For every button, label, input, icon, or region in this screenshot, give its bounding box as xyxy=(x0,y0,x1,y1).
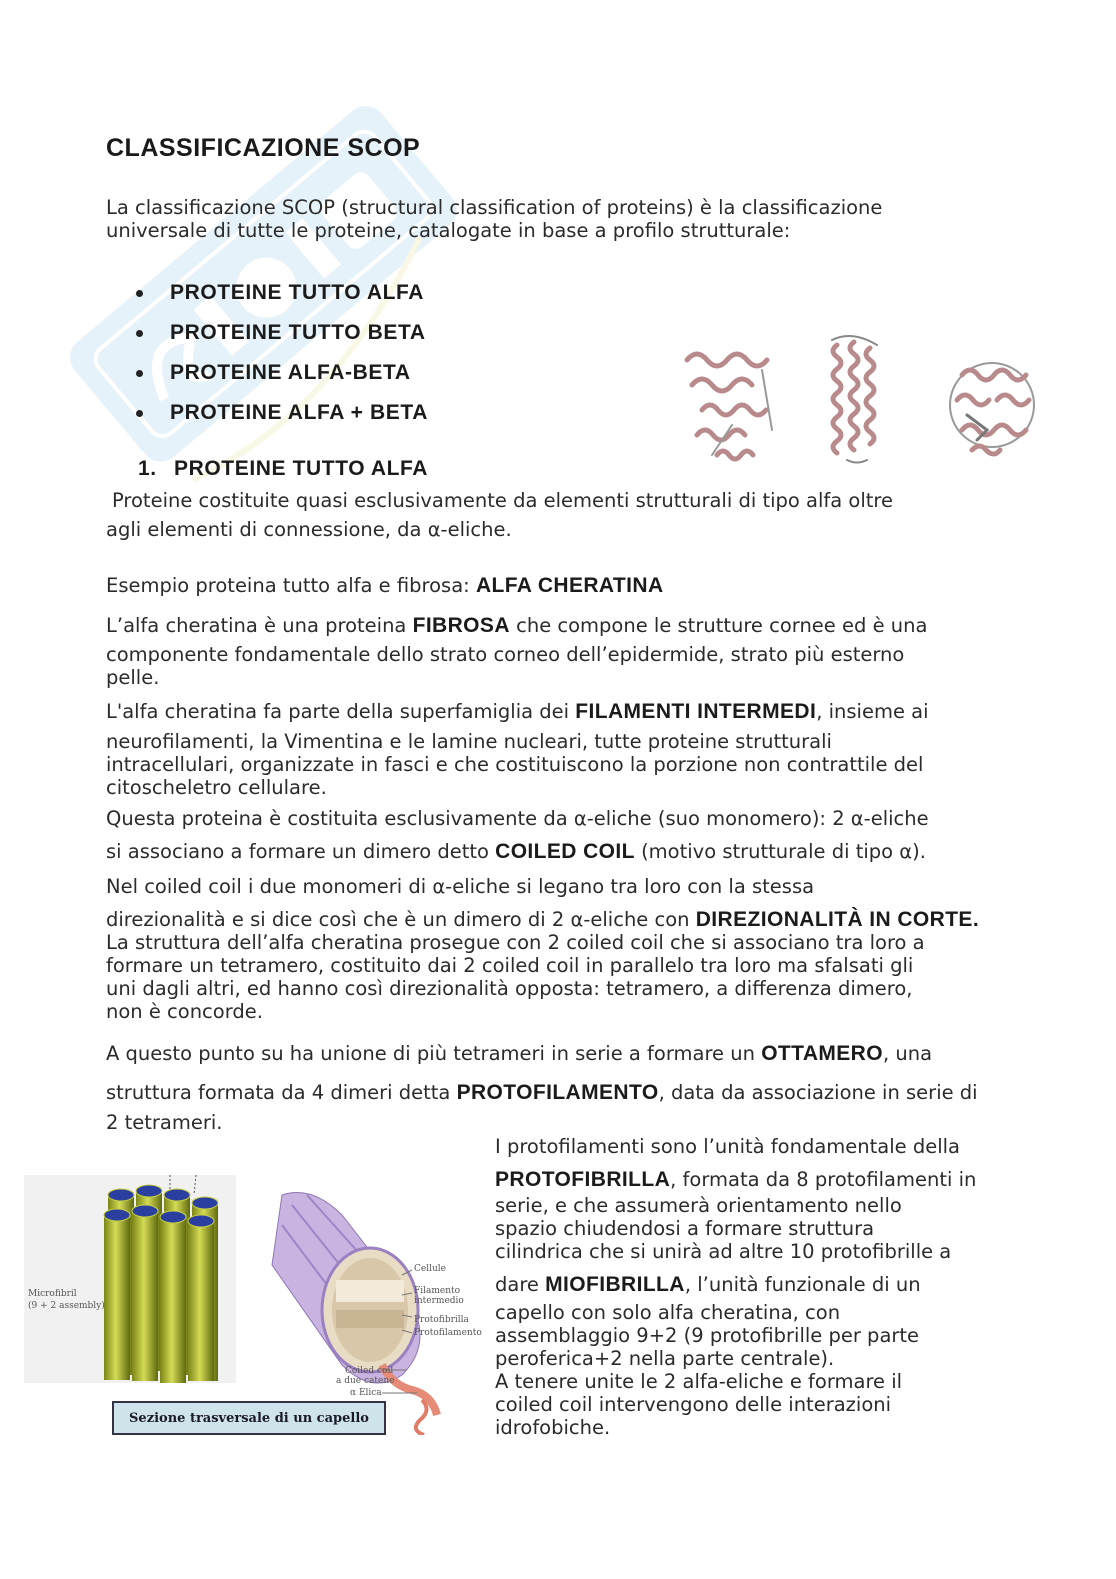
intro-paragraph xyxy=(106,196,882,242)
text-span: L'alfa cheratina fa parte della superfamiglia dei xyxy=(106,700,570,723)
example-name: ALFA CHERATINA xyxy=(475,574,664,597)
desc-line: Proteine costituite quasi esclusivamente da elementi strutturali di tipo alfa oltre xyxy=(112,489,893,512)
scop-class-list xyxy=(136,273,428,433)
globular-protein-icon xyxy=(950,363,1034,454)
all-alpha-protein-icon xyxy=(687,354,772,459)
paragraph-coiled-coil xyxy=(106,807,1026,863)
text-line: 2 tetrameri. xyxy=(106,1111,223,1134)
figure-label: a due catene xyxy=(336,1376,395,1386)
paragraph-protofibrilla xyxy=(495,1135,1055,1439)
example-prefix: Esempio proteina tutto alfa e fibrosa: xyxy=(106,574,470,597)
paragraph-direzionalita xyxy=(106,875,1026,1023)
text-line: uni dagli altri, ed hanno così direzionalità opposta: tetramero, a differenza dimero, xyxy=(106,977,913,1000)
list-item-label: PROTEINE TUTTO ALFA xyxy=(170,281,425,304)
intro-line: universale di tutte le proteine, catalogate in base a profilo strutturale: xyxy=(106,219,791,242)
protein-structures-image xyxy=(672,330,1052,470)
figure-label: Filamento xyxy=(414,1286,461,1296)
text-line: non è concorde. xyxy=(106,1000,263,1023)
all-alpha-bundle-icon xyxy=(832,336,877,463)
microfibril-figure xyxy=(24,1175,236,1383)
bullet-icon xyxy=(136,410,143,417)
keyword: PROTOFIBRILLA xyxy=(495,1168,671,1191)
paragraph-filamenti xyxy=(106,700,1026,799)
desc-line: agli elementi di connessione, da α-eliche. xyxy=(106,518,512,541)
bullet-icon xyxy=(136,290,143,297)
text-line: cilindrica che si unirà ad altre 10 protofibrille a xyxy=(495,1240,952,1263)
text-span: A questo punto su ha unione di più tetrameri in serie a formare un xyxy=(106,1042,755,1065)
text-line: pelle. xyxy=(106,666,160,689)
keyword: DIREZIONALITÀ IN CORTE. xyxy=(695,908,980,931)
text-span: dare xyxy=(495,1273,539,1296)
bullet-icon xyxy=(136,370,143,377)
text-line: formare un tetramero, costituito dai 2 coiled coil in parallelo tra loro ma sfalsati gli xyxy=(106,954,914,977)
text-line: componente fondamentale dello strato corneo dell’epidermide, strato più esterno xyxy=(106,643,905,666)
text-line: assemblaggio 9+2 (9 protofibrille per parte xyxy=(495,1324,920,1347)
text-line: La struttura dell’alfa cheratina prosegue con 2 coiled coil che si associano tra loro a xyxy=(106,931,925,954)
text-line: neurofilamenti, la Vimentina e le lamine nucleari, tutte proteine strutturali xyxy=(106,730,832,753)
text-span: L’alfa cheratina è una proteina xyxy=(106,614,407,637)
keyword: COILED COIL xyxy=(495,840,635,863)
figure-caption: Sezione trasversale di un capello xyxy=(112,1401,386,1435)
list-item xyxy=(136,273,428,313)
text-span: direzionalità e si dice così che è un dimero di 2 α-eliche con xyxy=(106,908,690,931)
figure-label: α Elica xyxy=(350,1388,382,1398)
list-item xyxy=(136,353,428,393)
text-line: I protofilamenti sono l’unità fondamentale della xyxy=(495,1135,961,1158)
text-line: capello con solo alfa cheratina, con xyxy=(495,1301,841,1324)
text-span: che compone le strutture cornee ed è una xyxy=(516,614,928,637)
bullet-icon xyxy=(136,330,143,337)
page-title: CLASSIFICAZIONE SCOP xyxy=(106,134,421,162)
text-span: si associano a formare un dimero detto xyxy=(106,840,489,863)
list-item-label: PROTEINE ALFA-BETA xyxy=(170,361,411,384)
text-line: Questa proteina è costituita esclusivamente da α-eliche (suo monomero): 2 α-eliche xyxy=(106,807,929,830)
figure-label: intermedio xyxy=(414,1296,464,1306)
list-item xyxy=(136,313,428,353)
text-span: , l’unità funzionale di un xyxy=(684,1273,921,1296)
section-number: 1. xyxy=(138,457,157,480)
text-span: , una xyxy=(882,1042,933,1065)
list-item xyxy=(136,393,428,433)
text-line: citoscheletro cellulare. xyxy=(106,776,327,799)
microfibril-cylinders-image xyxy=(24,1175,236,1383)
text-line: intracellulari, organizzate in fasci e che costituiscono la porzione non contrattile del xyxy=(106,753,924,776)
microfibril-label: (9 + 2 assembly) xyxy=(28,1301,105,1311)
text-span: (motivo strutturale di tipo α). xyxy=(641,840,926,863)
example-line xyxy=(106,574,664,597)
list-item-label: PROTEINE TUTTO BETA xyxy=(170,321,426,344)
figure-label: Coiled coil xyxy=(345,1366,394,1376)
figure-label: Protofilamento xyxy=(414,1328,482,1338)
keyword: OTTAMERO xyxy=(761,1042,883,1065)
text-line: serie, e che assumerà orientamento nello xyxy=(495,1194,902,1217)
text-line: A tenere unite le 2 alfa-eliche e formare il xyxy=(495,1370,903,1393)
figure-label: Protofibrilla xyxy=(414,1315,469,1325)
text-line: idrofobiche. xyxy=(495,1416,611,1439)
text-span: , formata da 8 protofilamenti in xyxy=(670,1168,977,1191)
list-item-label: PROTEINE ALFA + BETA xyxy=(170,401,428,424)
text-line: coiled coil intervengono delle interazioni xyxy=(495,1393,892,1416)
paragraph-ottamero xyxy=(106,1042,1026,1134)
figure-label: Cellule xyxy=(414,1264,446,1274)
text-line: Nel coiled coil i due monomeri di α-eliche si legano tra loro con la stessa xyxy=(106,875,815,898)
text-line: peroferica+2 nella parte centrale). xyxy=(495,1347,835,1370)
text-line: spazio chiudendosi a formare struttura xyxy=(495,1217,875,1240)
microfibril-label: Microfibril xyxy=(28,1289,77,1299)
paragraph-fibrosa xyxy=(106,614,1026,689)
keyword: FILAMENTI INTERMEDI xyxy=(575,700,817,723)
intro-line: La classificazione SCOP (structural classification of proteins) è la classificazione xyxy=(106,196,883,219)
keyword: MIOFIBRILLA xyxy=(545,1273,685,1296)
keyword: PROTOFILAMENTO xyxy=(456,1081,659,1104)
text-span: , insieme ai xyxy=(816,700,929,723)
section-heading: PROTEINE TUTTO ALFA xyxy=(174,457,429,480)
text-span: , data da associazione in serie di xyxy=(658,1081,978,1104)
section-description xyxy=(106,489,893,541)
text-span: struttura formata da 4 dimeri detta xyxy=(106,1081,451,1104)
keyword: FIBROSA xyxy=(412,614,510,637)
